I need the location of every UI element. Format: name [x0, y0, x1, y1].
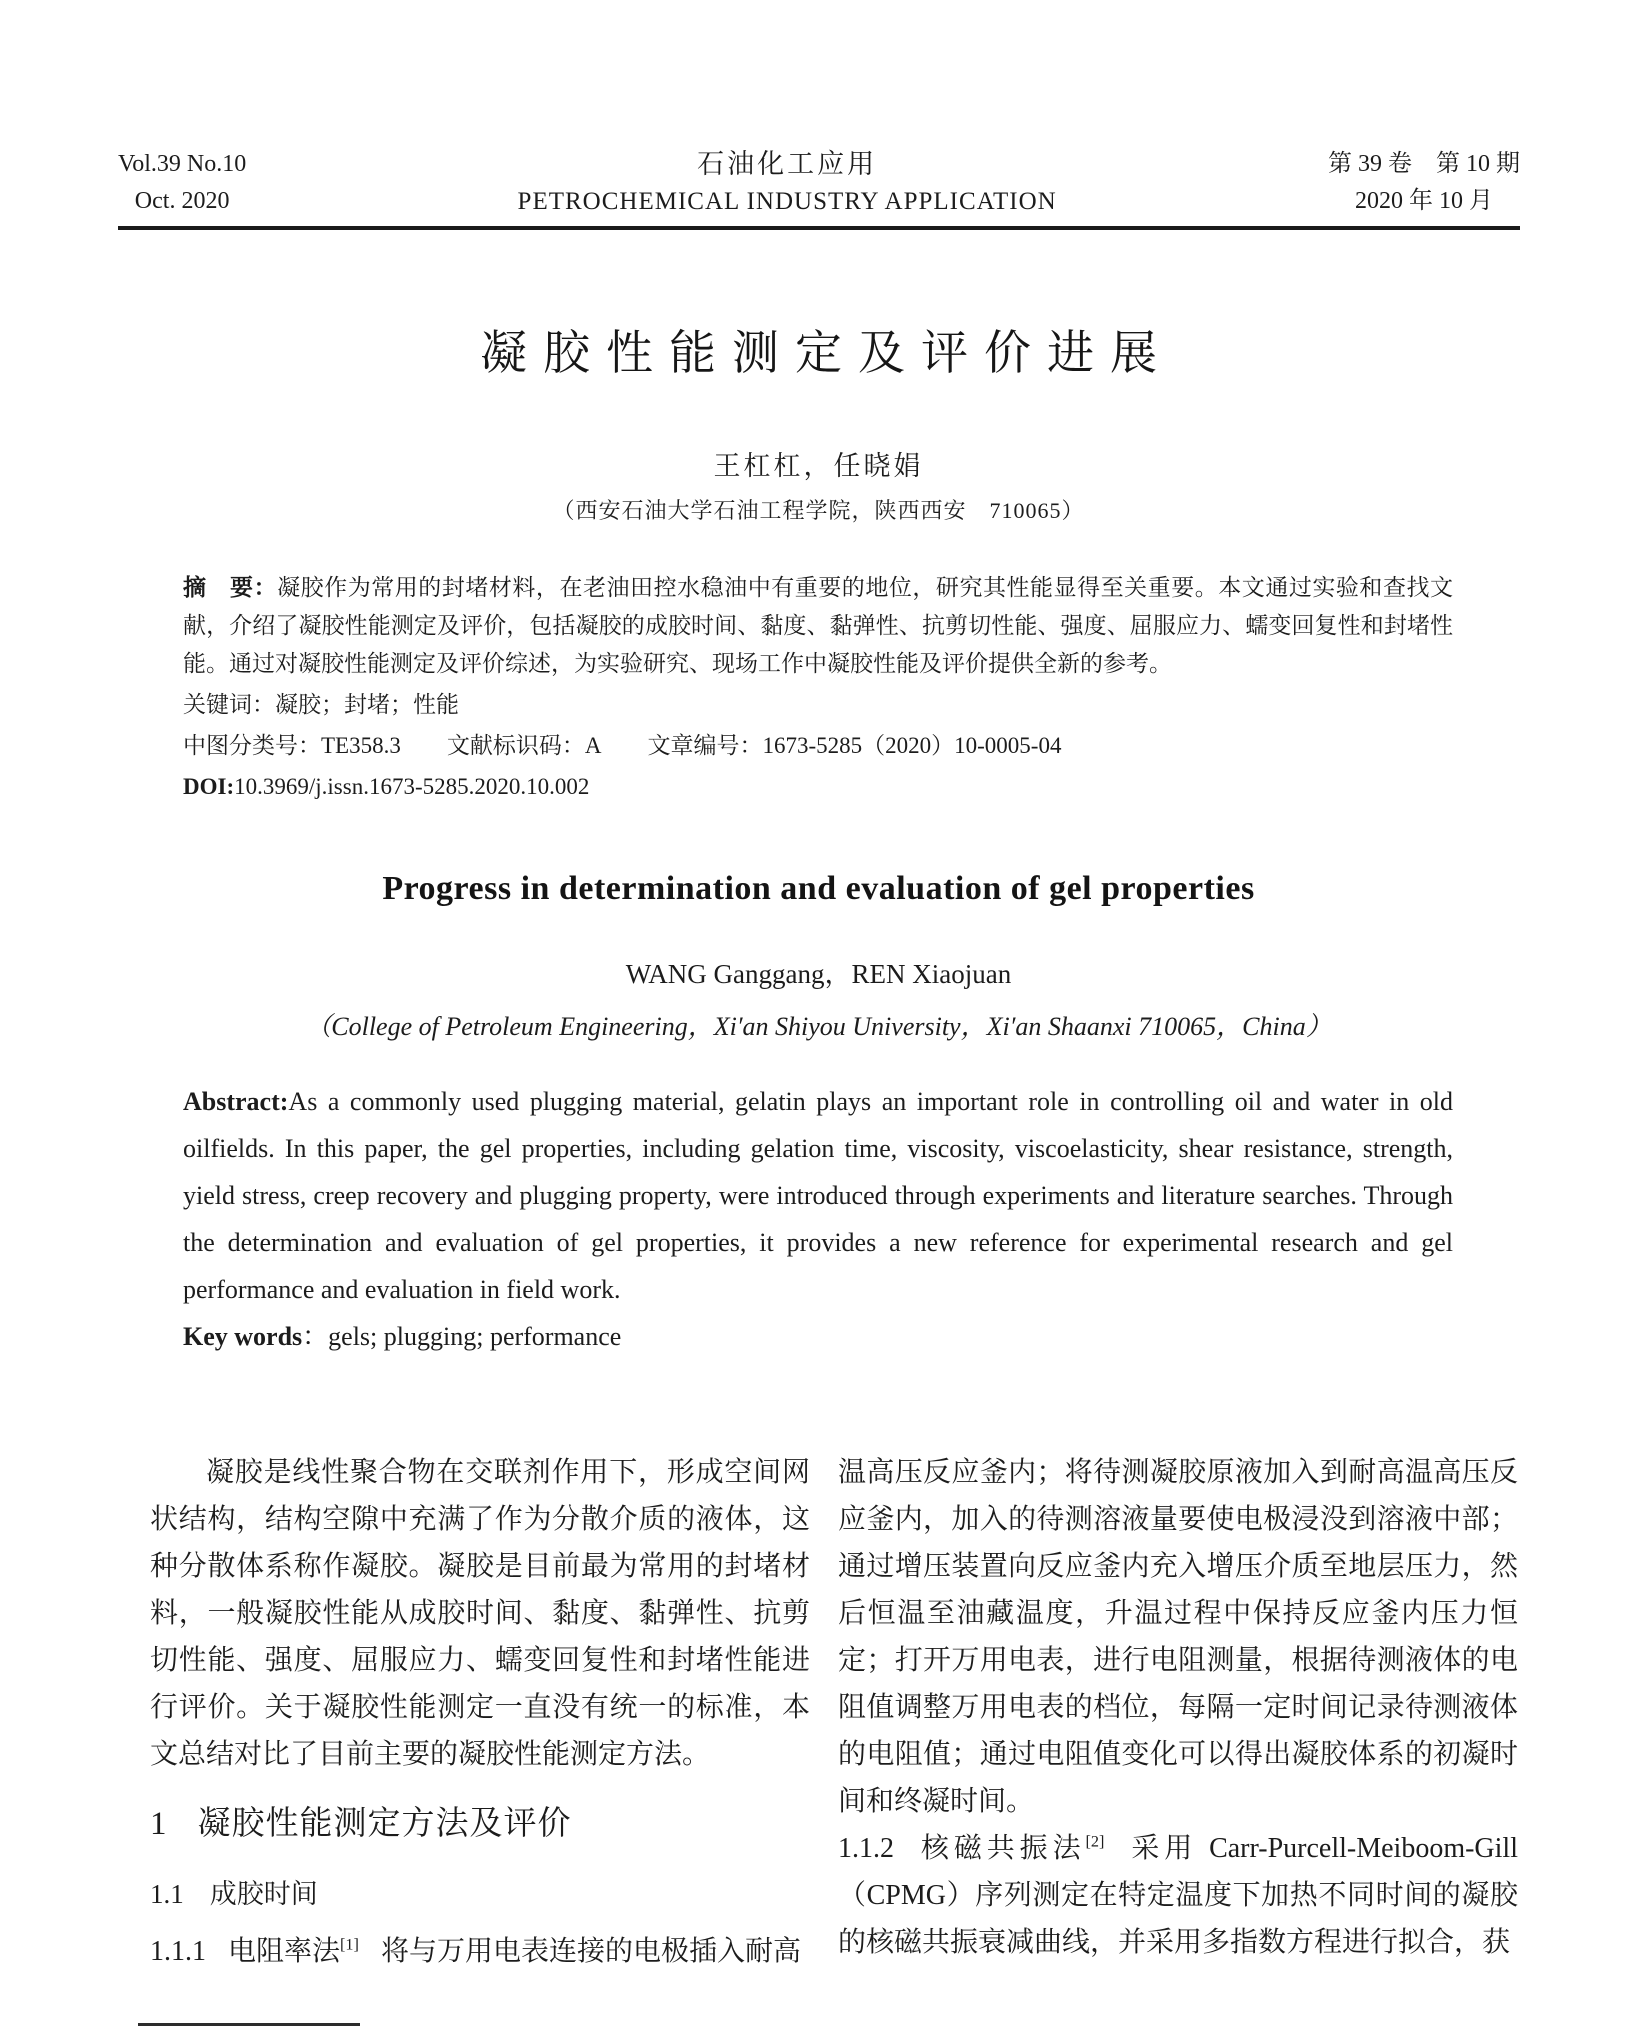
abstract-zh: [183, 569, 1453, 683]
body-left-column: [150, 1449, 810, 1975]
authors-en: WANG Ganggang，REN Xiaojuan: [625, 959, 1012, 989]
section-1-number: 1: [150, 1806, 168, 1842]
section-1-1-2-number: 1.1.2: [838, 1833, 894, 1864]
section-1-1-2-text: 采用 Carr-Purcell-Meiboom-Gill（CPMG）序列测定在特定温度下加热不同时间的凝胶的核磁共振衰减曲线，并采用多指数方程进行拟合，获: [838, 1833, 1518, 1958]
paragraph-1-1-1: [150, 1928, 810, 1975]
doi-label: DOI:: [183, 774, 235, 799]
keywords-zh-line: [183, 686, 1453, 724]
section-1-title: 凝胶性能测定方法及评价: [197, 1806, 572, 1842]
abstract-text-zh: 凝胶作为常用的封堵材料，在老油田控水稳油中有重要的地位，研究其性能显得至关重要。本文通过实验和查找文献，介绍了凝胶性能测定及评价，包括凝胶的成胶时间、黏度、黏弹性、抗剪切性能、强度、屈服应力、蠕变回复性和封堵性能。通过对凝胶性能测定及评价综述，为实验研究、现场工作中凝胶性能及评价提供全新的参考。: [183, 575, 1454, 676]
issue-info-zh: 第 39 卷 第 10 期: [1327, 151, 1520, 177]
abstract-label-en: Abstract:: [183, 1087, 289, 1116]
journal-title-zh: 石油化工应用: [697, 149, 878, 179]
article-title-en: Progress in determination and evaluation of gel properties: [382, 870, 1255, 907]
section-1-1-title: 成胶时间: [209, 1879, 318, 1909]
article-number: 文章编号：1673-5285（2020）10-0005-04: [647, 733, 1062, 758]
footnote-rule: [138, 2023, 360, 2026]
clc-number: 中图分类号：TE358.3: [183, 733, 401, 758]
keywords-zh: 凝胶；封堵；性能: [275, 692, 459, 717]
header-left: [118, 146, 246, 220]
doi-value: 10.3969/j.issn.1673-5285.2020.10.002: [234, 774, 590, 799]
journal-header: [118, 146, 1520, 220]
section-1-1-2-term: 核磁共振法: [916, 1833, 1086, 1864]
section-heading-1: [150, 1802, 810, 1846]
english-abstract-block: [183, 1078, 1453, 1360]
header-center: [518, 146, 1057, 220]
abstract-text-en: As a commonly used plugging material, gelatin plays an important role in controlling oil and water in old oilfields. In this paper, the gel properties, including gelation time, viscosity, viscoelasticity, shear resistance, strength, yield stress, creep recovery and plugging property, were introduced through experiments and literature searches. Through the determination and evaluation of gel properties, it provides a new reference for experimental research and gel performance and evaluation in field work.: [183, 1087, 1453, 1304]
intro-paragraph: 凝胶是线性聚合物在交联剂作用下，形成空间网状结构，结构空隙中充满了作为分散介质的液体，这种分散体系称作凝胶。凝胶是目前最为常用的封堵材料，一般凝胶性能从成胶时间、黏度、黏弹性、抗剪切性能、强度、屈服应力、蠕变回复性和封堵性能进行评价。关于凝胶性能测定一直没有统一的标准，本文总结对比了目前主要的凝胶性能测定方法。: [150, 1457, 810, 1770]
doi-line: [183, 768, 1453, 806]
header-rule: [118, 226, 1520, 230]
continuation-paragraph: 温高压反应釜内；将待测凝胶原液加入到耐高温高压反应釜内，加入的待测溶液量要使电极浸没到溶液中部；通过增压装置向反应釜内充入增压介质至地层压力，然后恒温至油藏温度，升温过程中保持反应釜内压力恒定；打开万用电表，进行电阻测量，根据待测液体的电阻值调整万用电表的档位，每隔一定时间记录待测液体的电阻值；通过电阻值变化可以得出凝胶体系的初凝时间和终凝时间。: [838, 1457, 1518, 1817]
journal-date-zh: 2020 年 10 月: [1354, 188, 1493, 214]
journal-date-en: Oct. 2020: [134, 188, 230, 214]
chinese-meta-block: [183, 569, 1453, 806]
keywords-en: ：gels; plugging; performance: [302, 1322, 622, 1351]
document-code: 文献标识码：A: [446, 733, 602, 758]
reference-mark-1: [1]: [340, 1935, 359, 1954]
abstract-label-zh: 摘 要：: [183, 575, 278, 600]
authors-zh: 王杠杠，任晓娟: [713, 451, 924, 481]
keywords-label-en: Key words: [183, 1322, 303, 1351]
keywords-label-zh: 关键词：: [183, 692, 275, 717]
body-right-column: [838, 1449, 1518, 1975]
journal-title-en: PETROCHEMICAL INDUSTRY APPLICATION: [517, 188, 1057, 215]
affiliation-en: （College of Petroleum Engineering，Xi′an Shiyou University，Xi′an Shaanxi 710065，China）: [305, 1012, 1332, 1041]
paragraph-1-1-2: [838, 1825, 1518, 1966]
section-1-1-1-number: 1.1.1: [150, 1936, 206, 1967]
article-title-zh: 凝胶性能测定及评价进展: [480, 328, 1173, 380]
abstract-en: [183, 1078, 1453, 1313]
reference-mark-2: [2]: [1085, 1832, 1105, 1851]
journal-volume: Vol.39 No.10: [118, 151, 247, 177]
header-right: [1328, 146, 1520, 220]
affiliation-zh: （西安石油大学石油工程学院，陕西西安 710065）: [552, 498, 1085, 523]
section-1-1-number: 1.1: [150, 1879, 184, 1909]
body-columns: [150, 1449, 1518, 1975]
keywords-en-line: [183, 1313, 1453, 1360]
section-1-1-1-term: 电阻率法: [228, 1936, 341, 1967]
section-1-1-1-text: 将与万用电表连接的电极插入耐高: [380, 1936, 801, 1967]
subsection-heading-1-1: [150, 1874, 810, 1914]
clc-line: [183, 727, 1453, 765]
